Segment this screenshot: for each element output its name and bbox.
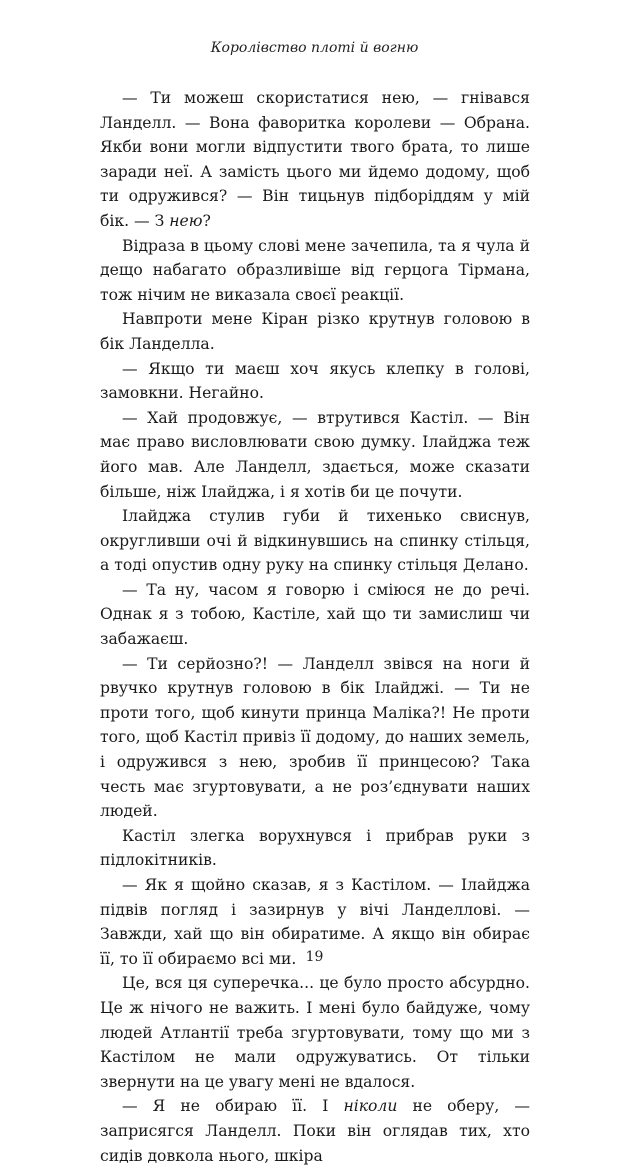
paragraph bbox=[100, 504, 530, 578]
paragraph-text: — Ти серйозно?! — Ланделл звівся на ноги й рвучко крутнув головою в бік Ілайджі. — Ти не проти того, щоб кинути принца Маліка?! Не проти того, щоб Кастіл привіз її додому, до наших земель, і одружився з нею, зробив її принцесою? Така честь має згуртовувати, а не роз’єднувати наших людей. bbox=[100, 654, 530, 821]
paragraph-text: — Та ну, часом я говорю і сміюся не до речі. Однак я з тобою, Кастіле, хай що ти замислиш чи забажаєш. bbox=[100, 580, 530, 649]
paragraph bbox=[100, 86, 530, 234]
running-header: Королівство плоті й вогню bbox=[210, 40, 419, 56]
paragraph bbox=[100, 234, 530, 308]
paragraph bbox=[100, 1094, 530, 1168]
paragraph-text: ? bbox=[202, 211, 211, 230]
italic-text: нею bbox=[169, 211, 203, 230]
paragraph-text: Ілайджа стулив губи й тихенько свиснув, округливши очі й відкинувшись на спинку стільця, а тоді опустив одну руку на спинку стільця Делано. bbox=[100, 507, 530, 575]
paragraph-text: не оберу, — заприсягся Ланделл. Поки він оглядав тих, хто сидів довкола нього, шкіра bbox=[100, 1097, 530, 1165]
paragraph-text: — Якщо ти маєш хоч якусь клепку в голові, замовкни. Негайно. bbox=[100, 359, 530, 403]
paragraph bbox=[100, 578, 530, 652]
paragraph bbox=[100, 824, 530, 873]
paragraph-text: Відраза в цьому слові мене зачепила, та я чула й дещо набагато образливіше від герцога Тірмана, тож нічим не виказала своєї реакції. bbox=[100, 236, 530, 304]
italic-text: ніколи bbox=[343, 1097, 398, 1116]
paragraph-text: — Хай продовжує, — втрутився Кастіл. — Він має право висловлювати свою думку. Ілайджа теж його мав. Але Ланделл, здається, може сказати більше, ніж Ілайджа, і я хотів би це почути. bbox=[100, 408, 530, 501]
paragraph bbox=[100, 971, 530, 1094]
page-number: 19 bbox=[305, 949, 324, 965]
paragraph-text: Кастіл злегка ворухнувся і прибрав руки з підлокітників. bbox=[100, 826, 530, 870]
paragraph-text: — Я не обираю її. І bbox=[122, 1097, 344, 1116]
paragraph bbox=[100, 307, 530, 356]
paragraph bbox=[100, 406, 530, 504]
paragraph-text: — Ти можеш скористатися нею, — гнівався Ланделл. — Вона фаворитка королеви — Обрана. Якби вони могли відпустити твого брата, то лише заради неї. А замість цього ми йдемо додому, щоб ти одружився? — Він тицьнув підборіддям у мій бік. — З bbox=[100, 89, 530, 230]
paragraph bbox=[100, 652, 530, 824]
paragraph bbox=[100, 357, 530, 406]
body-text bbox=[100, 86, 530, 1168]
paragraph-text: Навпроти мене Кіран різко крутнув головою в бік Ланделла. bbox=[100, 310, 530, 353]
paragraph-text: Це, вся ця суперечка... це було просто абсурдно. Це ж нічого не важить. І мені було байдуже, чому людей Атлантії треба згуртовувати, тому що ми з Кастілом не мали одружуватись. От тільки звернути на це увагу мені не вдалося. bbox=[100, 974, 530, 1091]
paragraph-text: — Як я щойно сказав, я з Кастілом. — Ілайджа підвів погляд і зазирнув у вічі Ланделлові. — Завжди, хай що він обиратиме. А якщо він обирає її, то її обираємо всі ми. bbox=[100, 876, 530, 968]
